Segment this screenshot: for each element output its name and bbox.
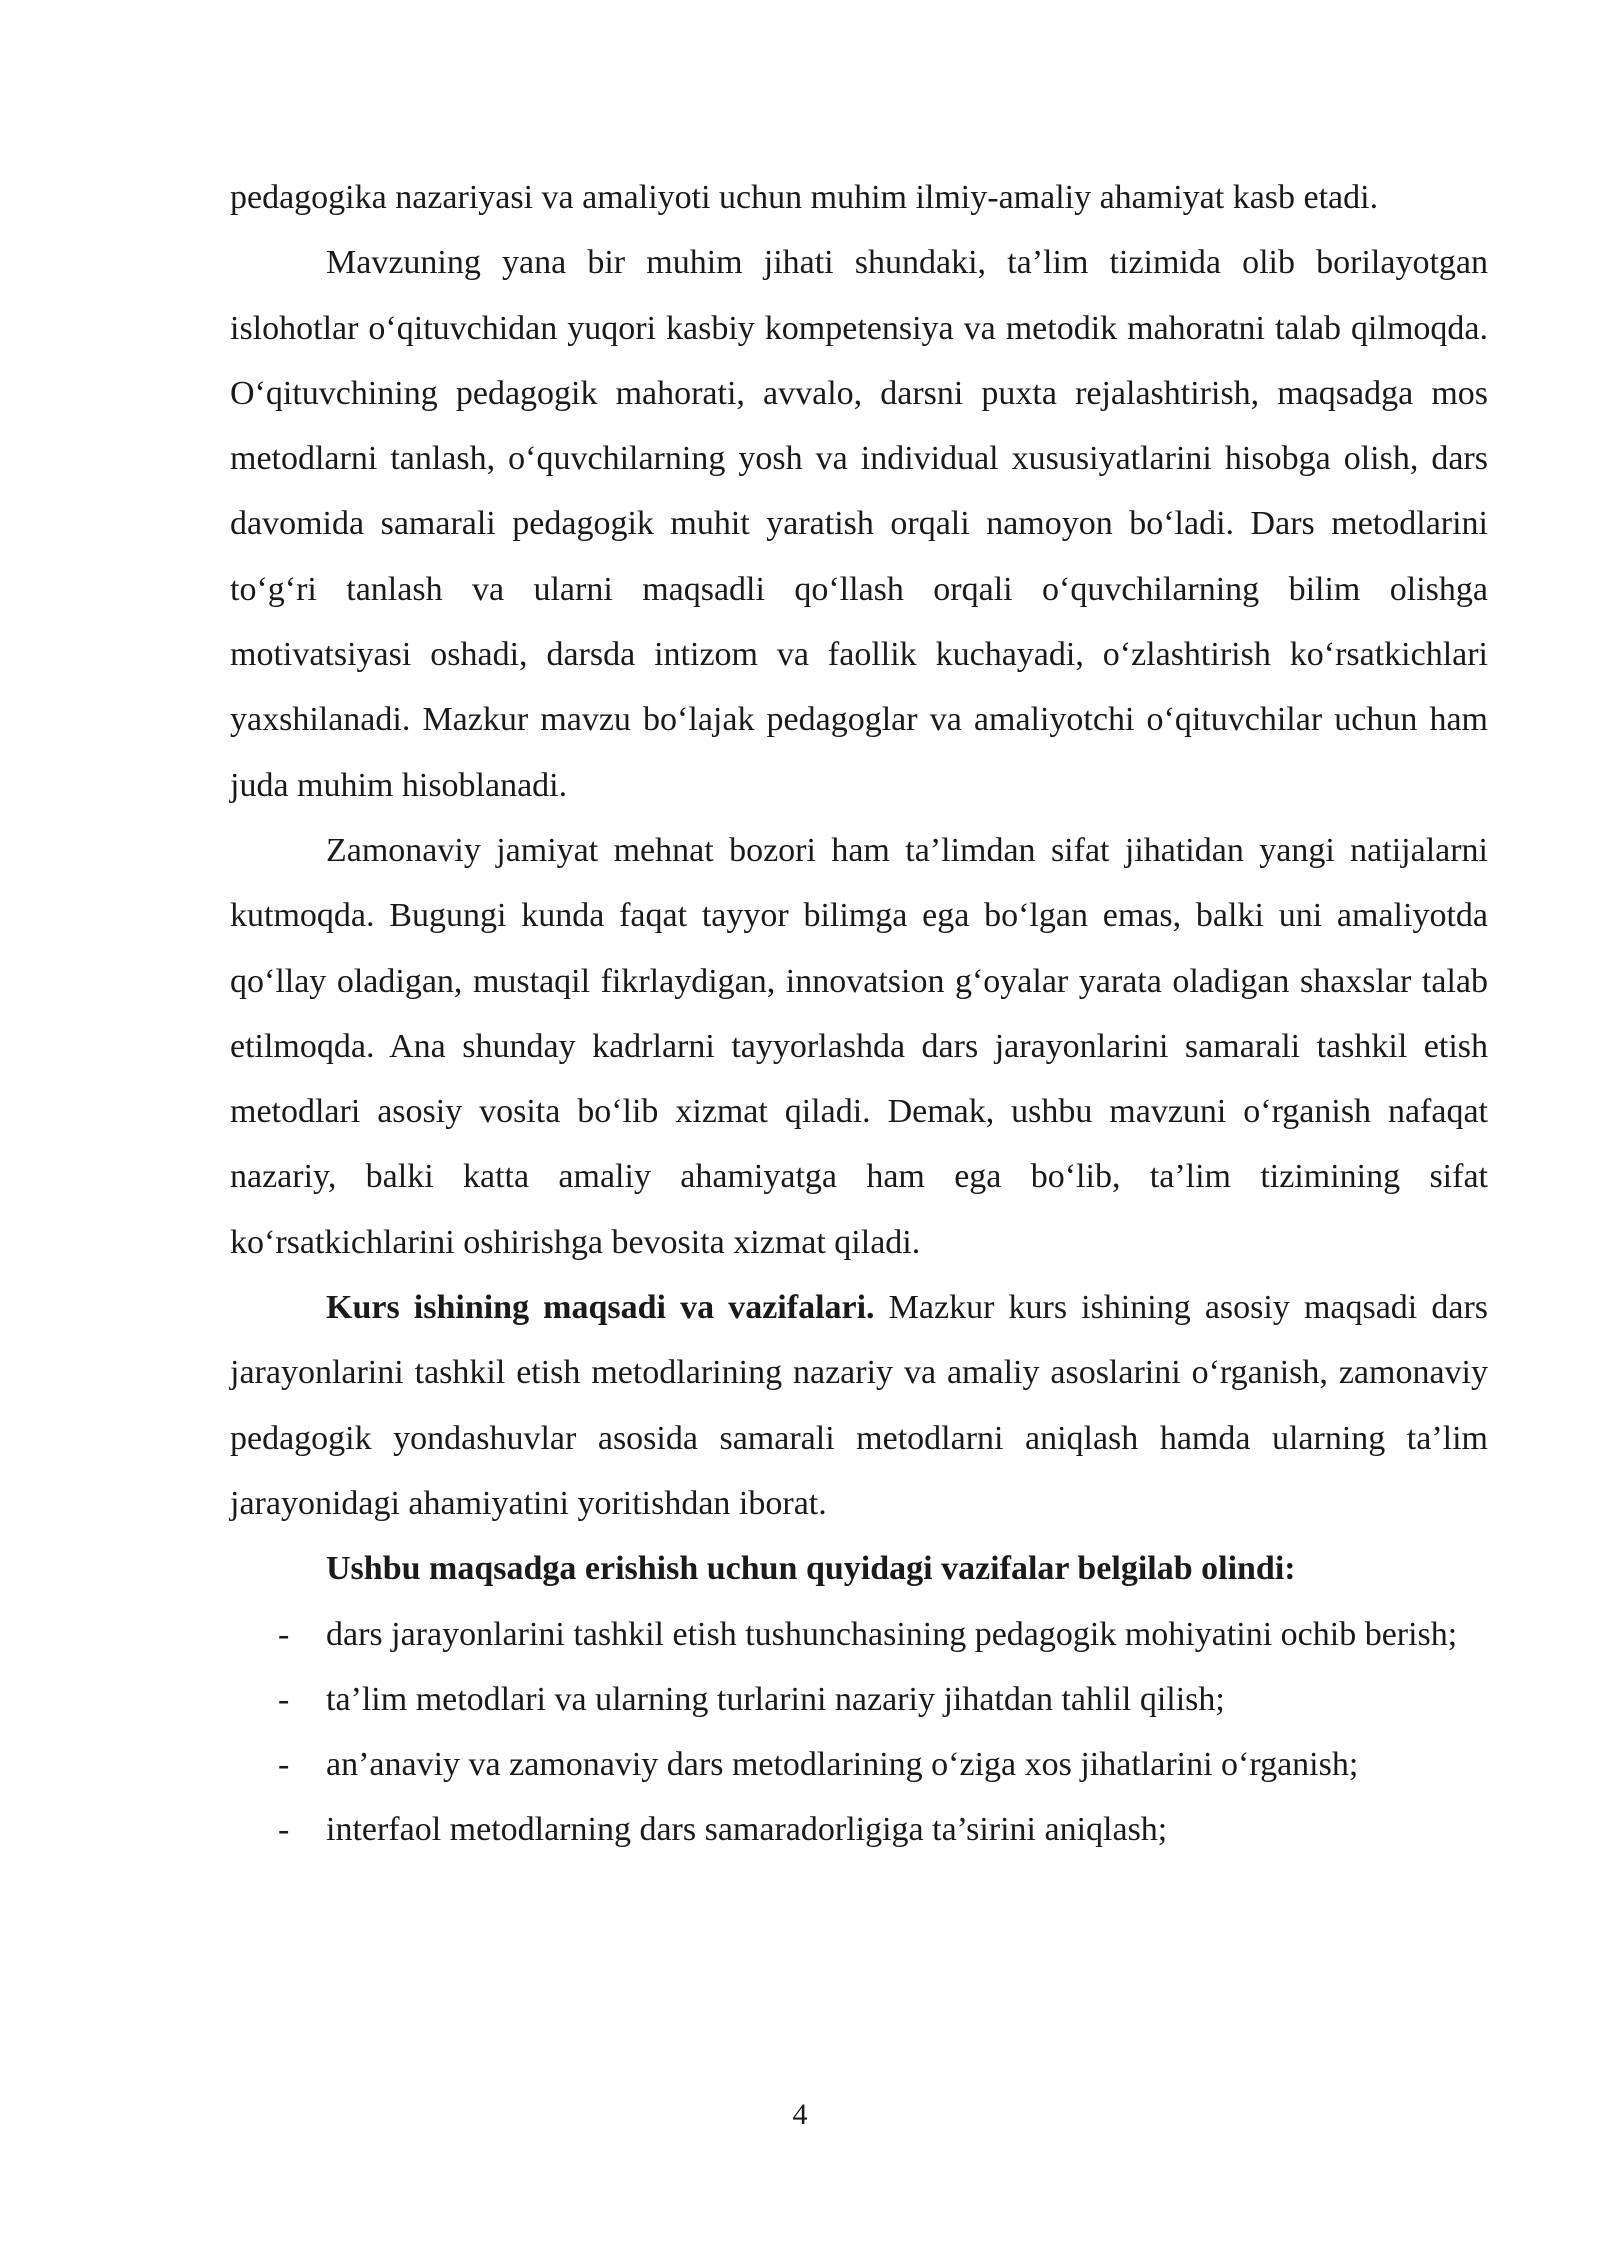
list-item-text: interfaol metodlarning dars samaradorligiga ta’sirini aniqlash; — [326, 1811, 1168, 1849]
goal-heading: Kurs ishining maqsadi va vazifalari. — [326, 1289, 875, 1327]
list-item-text: an’anaviy va zamonaviy dars metodlarining o‘ziga xos jihatlarini o‘rganish; — [326, 1746, 1359, 1784]
bullet-dash: - — [278, 1811, 290, 1849]
list-item-text: dars jarayonlarini tashkil etish tushunchasining pedagogik mohiyatini ochib berish; — [326, 1615, 1458, 1653]
tasks-list — [230, 1602, 1488, 1863]
list-item — [230, 1732, 1488, 1797]
bullet-dash: - — [278, 1746, 290, 1784]
bullet-dash: - — [278, 1680, 290, 1718]
bullet-dash: - — [278, 1615, 290, 1653]
goal-text: Mazkur kurs ishining asosiy maqsadi dars jarayonlarini tashkil etish metodlarining nazariy va amaliy asoslarini o‘rganish, zamonaviy pedagogik yondashuvlar asosida samarali metodlarni aniqlash hamda ularning ta’lim jarayonidagi ahamiyatini yoritishdan iborat. — [230, 1289, 1489, 1522]
tasks-heading: Ushbu maqsadga erishish uchun quyidagi vazifalar belgilab olindi: — [326, 1550, 1296, 1588]
list-item — [230, 1797, 1488, 1862]
paragraph-goal — [230, 1275, 1488, 1536]
page-body — [230, 165, 1488, 1863]
list-item-text: ta’lim metodlari va ularning turlarini nazariy jihatdan tahlil qilish; — [326, 1680, 1225, 1718]
paragraph-continuation: pedagogika nazariyasi va amaliyoti uchun muhim ilmiy-amaliy ahamiyat kasb etadi. — [230, 179, 1379, 216]
list-item — [230, 1602, 1488, 1667]
paragraph-topic-importance: Mavzuning yana bir muhim jihati shundaki, ta’lim tizimida olib borilayotgan islohotlar o‘qituvchidan yuqori kasbiy kompetensiya va metodik mahoratni talab qilmoqda. O‘qituvchining pedagogik mahorati, avvalo, darsni puxta rejalashtirish, maqsadga mos metodlarni tanlash, o‘quvchilarning yosh va individual xususiyatlarini hisobga olish, dars davomida samarali pedagogik muhit yaratish orqali namoyon bo‘ladi. Dars metodlarini to‘g‘ri tanlash va ularni maqsadli qo‘llash orqali o‘quvchilarning bilim olishga motivatsiyasi oshadi, darsda intizom va faollik kuchayadi, o‘zlashtirish ko‘rsatkichlari yaxshilanadi. Mazkur mavzu bo‘lajak pedagoglar va amaliyotchi o‘qituvchilar uchun ham juda muhim hisoblanadi. — [230, 244, 1488, 804]
page-number: 4 — [792, 2098, 808, 2131]
list-item — [230, 1667, 1488, 1732]
paragraph-labor-market: Zamonaviy jamiyat mehnat bozori ham ta’limdan sifat jihatidan yangi natijalarni kutmoqda. Bugungi kunda faqat tayyor bilimga ega bo‘lgan emas, balki uni amaliyotda qo‘llay oladigan, mustaqil fikrlaydigan, innovatsion g‘oyalar yarata oladigan shaxslar talab etilmoqda. Ana shunday kadrlarni tayyorlashda dars jarayonlarini samarali tashkil etish metodlari asosiy vosita bo‘lib xizmat qiladi. Demak, ushbu mavzuni o‘rganish nafaqat nazariy, balki katta amaliy ahamiyatga ham ega bo‘lib, ta’lim tizimining sifat ko‘rsatkichlarini oshirishga bevosita xizmat qiladi. — [230, 831, 1488, 1261]
